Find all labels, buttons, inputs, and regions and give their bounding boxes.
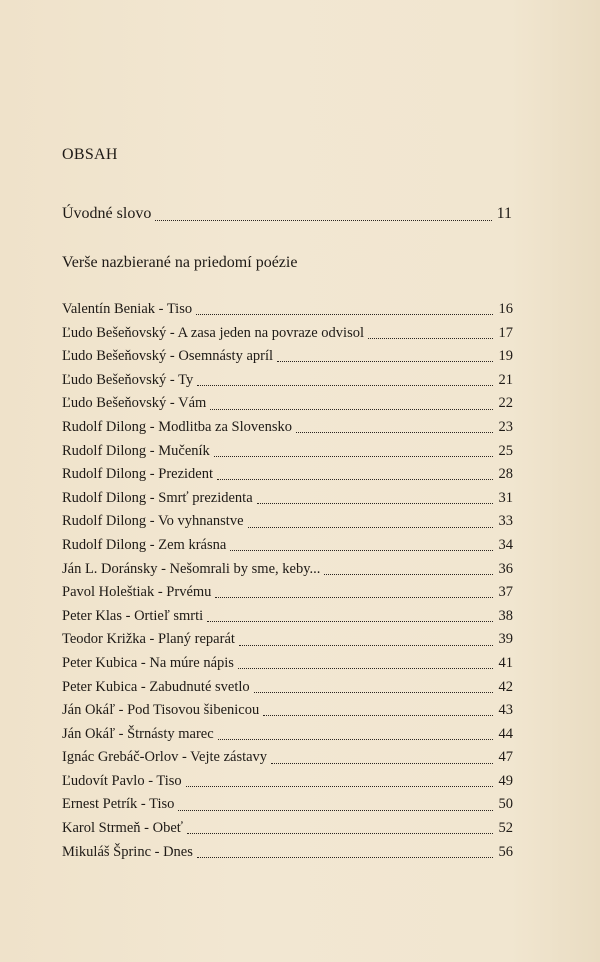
dot-leader	[248, 527, 493, 528]
toc-row-page: 38	[498, 607, 513, 624]
toc-row	[62, 534, 513, 558]
toc-row-title: Ján Okáľ - Štrnásty marec	[62, 725, 214, 742]
toc-row	[62, 605, 513, 629]
toc-row-title: Peter Klas - Ortieľ smrti	[62, 607, 204, 624]
toc-row	[62, 345, 513, 369]
toc-row	[62, 723, 513, 747]
dot-leader	[218, 739, 493, 740]
toc-row	[62, 416, 513, 440]
dot-leader	[239, 645, 493, 646]
toc-row-title: Teodor Križka - Planý reparát	[62, 631, 235, 648]
toc-row-title: Rudolf Dilong - Modlitba za Slovensko	[62, 418, 292, 435]
toc-row-page: 52	[498, 820, 513, 837]
toc-row	[62, 676, 513, 700]
dot-leader	[257, 503, 493, 504]
dot-leader	[368, 338, 493, 339]
toc-row-page: 56	[498, 843, 513, 860]
dot-leader	[197, 385, 493, 386]
toc-row-title: Peter Kubica - Zabudnuté svetlo	[62, 678, 250, 695]
toc-row	[62, 817, 513, 841]
dot-leader	[215, 597, 493, 598]
toc-row	[62, 510, 513, 534]
toc-row-title: Rudolf Dilong - Vo vyhnanstve	[62, 513, 244, 530]
toc-row-page: 36	[498, 560, 513, 577]
toc-row-page: 33	[498, 513, 513, 530]
toc-row	[62, 369, 513, 393]
toc-row	[62, 392, 513, 416]
dot-leader	[296, 432, 493, 433]
toc-row-page: 21	[498, 371, 513, 388]
toc-row-page: 25	[498, 442, 513, 459]
toc-row-title: Ján Okáľ - Pod Tisovou šibenicou	[62, 702, 260, 719]
toc-row-page: 39	[498, 631, 513, 648]
dot-leader	[210, 409, 493, 410]
toc-row	[62, 841, 513, 865]
toc-row-title: Ľudovít Pavlo - Tiso	[62, 772, 182, 789]
toc-intro-title: Úvodné slovo	[62, 205, 152, 222]
toc-row	[62, 699, 513, 723]
dot-leader	[197, 857, 493, 858]
toc-row-page: 19	[498, 348, 513, 365]
toc-intro-row	[62, 205, 512, 223]
toc-row	[62, 652, 513, 676]
toc-row-title: Rudolf Dilong - Prezident	[62, 466, 214, 483]
dot-leader	[230, 550, 493, 551]
toc-row-title: Mikuláš Šprinc - Dnes	[62, 843, 193, 860]
dot-leader	[238, 668, 493, 669]
toc-row-title: Rudolf Dilong - Smrť prezidenta	[62, 489, 253, 506]
toc-row-title: Valentín Beniak - Tiso	[62, 301, 193, 317]
toc-row-page: 49	[498, 772, 513, 789]
toc-row	[62, 793, 513, 817]
toc-row	[62, 558, 513, 582]
dot-leader	[155, 220, 492, 221]
toc-row-title: Ľudo Bešeňovský - Ty	[62, 371, 194, 388]
toc-row-page: 37	[498, 584, 513, 601]
toc-row-title: Rudolf Dilong - Zem krásna	[62, 536, 227, 553]
toc-row-title: Ignác Grebáč-Orlov - Vejte zástavy	[62, 749, 268, 766]
toc-row-title: Ľudo Bešeňovský - Osemnásty apríl	[62, 348, 274, 365]
toc-row-page: 43	[498, 702, 513, 719]
dot-leader	[271, 763, 493, 764]
toc-row-page: 17	[498, 324, 513, 341]
toc-row-page: 34	[498, 536, 513, 553]
toc-row-title: Peter Kubica - Na múre nápis	[62, 654, 234, 671]
dot-leader	[187, 833, 493, 834]
dot-leader	[196, 314, 493, 315]
toc-row	[62, 628, 513, 652]
dot-leader	[324, 574, 493, 575]
dot-leader	[186, 786, 493, 787]
dot-leader	[207, 621, 493, 622]
toc-row-page: 16	[498, 301, 513, 317]
toc-row-page: 42	[498, 678, 513, 695]
toc-row-page: 47	[498, 749, 513, 766]
toc-row-page: 22	[498, 395, 513, 412]
toc-intro-page: 11	[496, 205, 512, 222]
dot-leader	[254, 692, 493, 693]
toc-row-page: 28	[498, 466, 513, 483]
toc-row-page: 44	[498, 725, 513, 742]
toc-row-page: 41	[498, 654, 513, 671]
toc-list	[62, 298, 513, 864]
toc-row	[62, 746, 513, 770]
toc-row-title: Ľudo Bešeňovský - Vám	[62, 395, 207, 412]
toc-row	[62, 322, 513, 346]
dot-leader	[217, 479, 493, 480]
dot-leader	[277, 361, 493, 362]
toc-row	[62, 581, 513, 605]
toc-row-title: Karol Strmeň - Obeť	[62, 820, 183, 837]
toc-row	[62, 770, 513, 794]
section-title: Verše nazbierané na priedomí poézie	[62, 254, 298, 271]
toc-row	[62, 463, 513, 487]
contents-heading: OBSAH	[62, 146, 118, 163]
toc-row-page: 31	[498, 489, 513, 506]
dot-leader	[178, 810, 493, 811]
dot-leader	[263, 715, 493, 716]
toc-row-title: Ľudo Bešeňovský - A zasa jeden na povraze odvisol	[62, 324, 365, 341]
dot-leader	[214, 456, 493, 457]
toc-row-page: 23	[498, 418, 513, 435]
toc-row	[62, 298, 513, 322]
toc-row	[62, 440, 513, 464]
toc-row-title: Ernest Petrík - Tiso	[62, 796, 175, 813]
toc-row-page: 50	[498, 796, 513, 813]
toc-row-title: Rudolf Dilong - Mučeník	[62, 442, 210, 459]
toc-row-title: Ján L. Doránsky - Nešomrali by sme, keby...	[62, 560, 321, 577]
toc-row	[62, 487, 513, 511]
toc-row-title: Pavol Holeštiak - Prvému	[62, 584, 212, 601]
